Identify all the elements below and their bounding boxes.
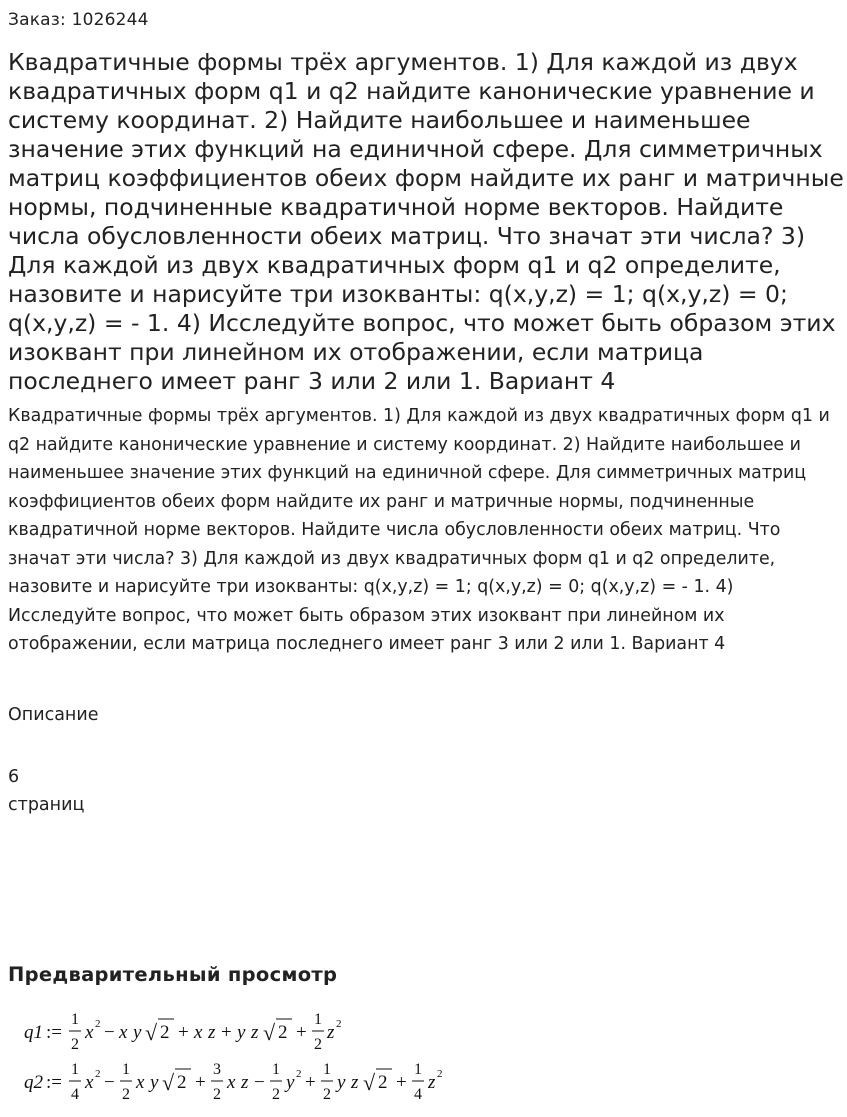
order-number: Заказ: 1026244 bbox=[8, 10, 149, 30]
svg-text:y: y bbox=[337, 1072, 346, 1093]
svg-text:z: z bbox=[351, 1072, 359, 1093]
task-description: Квадратичные формы трёх аргументов. 1) Для каждой из двух квадратичных форм q1 и q2 найдите канонические уравнение и систему координат. 2) Найдите наибольшее и наименьшее значение этих функций на единичной сфере. Для симметричных матриц коэффициентов обеих форм найдите их ранг и матричные нормы, подчиненные квадратичной норме векторов. Найдите числа обусловленности обеих матриц. Что значат эти числа? 3) Для каждой из двух квадратичных форм q1 и q2 определите, назовите и нарисуйте три изокванты: q(x,y,z) = 1; q(x,y,z) = 0; q(x,y,z) = - 1. 4) Исследуйте вопрос, что может быть образом этих изоквант при линейном их отображении, если матрица последнего имеет ранг 3 или 2 или 1. Вариант 4 bbox=[8, 406, 830, 654]
preview-heading: Предварительный просмотр bbox=[8, 963, 338, 986]
svg-text:+: + bbox=[296, 1022, 307, 1043]
formula-preview-image bbox=[18, 1004, 448, 1114]
pages-unit-label: страниц bbox=[8, 795, 85, 815]
task-title: Квадратичные формы трёх аргументов. 1) Для каждой из двух квадратичных форм q1 и q2 найдите канонические уравнение и систему координат. 2) Найдите наибольшее и наименьшее значение этих функций на единичной сфере. Для симметричных матриц коэффициентов обеих форм найдите их ранг и матричные нормы, подчиненные квадратичной норме векторов. Найдите числа обусловленности обеих матриц. Что значат эти числа? 3) Для каждой из двух квадратичных форм q1 и q2 определите, назовите и нарисуйте три изокванты: q(x,y,z) = 1; q(x,y,z) = 0; q(x,y,z) = - 1. 4) Исследуйте вопрос, что может быть образом этих изоквант при линейном их отображении, если матрица последнего имеет ранг 3 или 2 или 1. Вариант 4 bbox=[8, 48, 844, 395]
svg-text:2: 2 bbox=[95, 1068, 101, 1080]
svg-text:4: 4 bbox=[414, 1086, 422, 1103]
svg-text:y: y bbox=[286, 1072, 295, 1093]
formula-q1-name: q1 bbox=[24, 1022, 43, 1043]
svg-text:x: x bbox=[136, 1072, 145, 1093]
svg-text:2: 2 bbox=[314, 1036, 322, 1053]
svg-text:−: − bbox=[104, 1022, 115, 1043]
svg-text:y: y bbox=[237, 1022, 246, 1043]
svg-text:+: + bbox=[396, 1072, 407, 1093]
svg-text:−: − bbox=[104, 1072, 115, 1093]
pages-count: 6 bbox=[8, 767, 20, 787]
svg-text:2: 2 bbox=[177, 1072, 187, 1093]
formula-assign: := bbox=[46, 1022, 62, 1043]
sqrt-icon: √ bbox=[145, 1020, 158, 1045]
svg-text:x: x bbox=[194, 1022, 203, 1043]
svg-text:−: − bbox=[254, 1072, 265, 1093]
svg-text:1: 1 bbox=[71, 1061, 79, 1078]
svg-text:x: x bbox=[227, 1072, 236, 1093]
svg-text:+: + bbox=[305, 1072, 316, 1093]
svg-text:2: 2 bbox=[323, 1086, 331, 1103]
svg-text:2: 2 bbox=[378, 1072, 388, 1093]
sqrt-icon: √ bbox=[363, 1070, 376, 1095]
svg-text:y: y bbox=[133, 1022, 142, 1043]
formula-q2-name: q2 bbox=[24, 1072, 43, 1093]
svg-text:2: 2 bbox=[296, 1068, 302, 1080]
svg-text:2: 2 bbox=[278, 1022, 288, 1043]
svg-text:3: 3 bbox=[213, 1061, 221, 1078]
svg-text:x: x bbox=[119, 1022, 128, 1043]
svg-text:2: 2 bbox=[160, 1022, 170, 1043]
svg-text:2: 2 bbox=[437, 1068, 443, 1080]
svg-text:z: z bbox=[251, 1022, 259, 1043]
svg-text:x: x bbox=[85, 1022, 94, 1043]
fraction-denominator: 2 bbox=[71, 1036, 79, 1053]
svg-text:4: 4 bbox=[71, 1086, 79, 1103]
sqrt-icon: √ bbox=[263, 1020, 276, 1045]
svg-text:1: 1 bbox=[414, 1061, 422, 1078]
svg-text:1: 1 bbox=[122, 1061, 130, 1078]
svg-text:y: y bbox=[150, 1072, 159, 1093]
sqrt-icon: √ bbox=[162, 1070, 175, 1095]
description-label: Описание bbox=[8, 705, 99, 725]
svg-text:2: 2 bbox=[95, 1018, 101, 1030]
svg-text:z: z bbox=[428, 1072, 436, 1093]
svg-text:+: + bbox=[178, 1022, 189, 1043]
svg-text:+: + bbox=[195, 1072, 206, 1093]
svg-text::=: := bbox=[46, 1072, 62, 1093]
svg-text:2: 2 bbox=[336, 1018, 342, 1030]
svg-text:1: 1 bbox=[314, 1011, 322, 1028]
svg-text:z: z bbox=[208, 1022, 216, 1043]
svg-text:z: z bbox=[241, 1072, 249, 1093]
svg-text:z: z bbox=[327, 1022, 335, 1043]
formula-q1 bbox=[24, 1011, 342, 1053]
svg-text:1: 1 bbox=[272, 1061, 280, 1078]
svg-text:2: 2 bbox=[213, 1086, 221, 1103]
svg-text:1: 1 bbox=[323, 1061, 331, 1078]
formula-q2 bbox=[24, 1061, 443, 1103]
svg-text:x: x bbox=[85, 1072, 94, 1093]
svg-text:2: 2 bbox=[272, 1086, 280, 1103]
fraction-numerator: 1 bbox=[71, 1011, 79, 1028]
svg-text:+: + bbox=[221, 1022, 232, 1043]
svg-text:2: 2 bbox=[122, 1086, 130, 1103]
